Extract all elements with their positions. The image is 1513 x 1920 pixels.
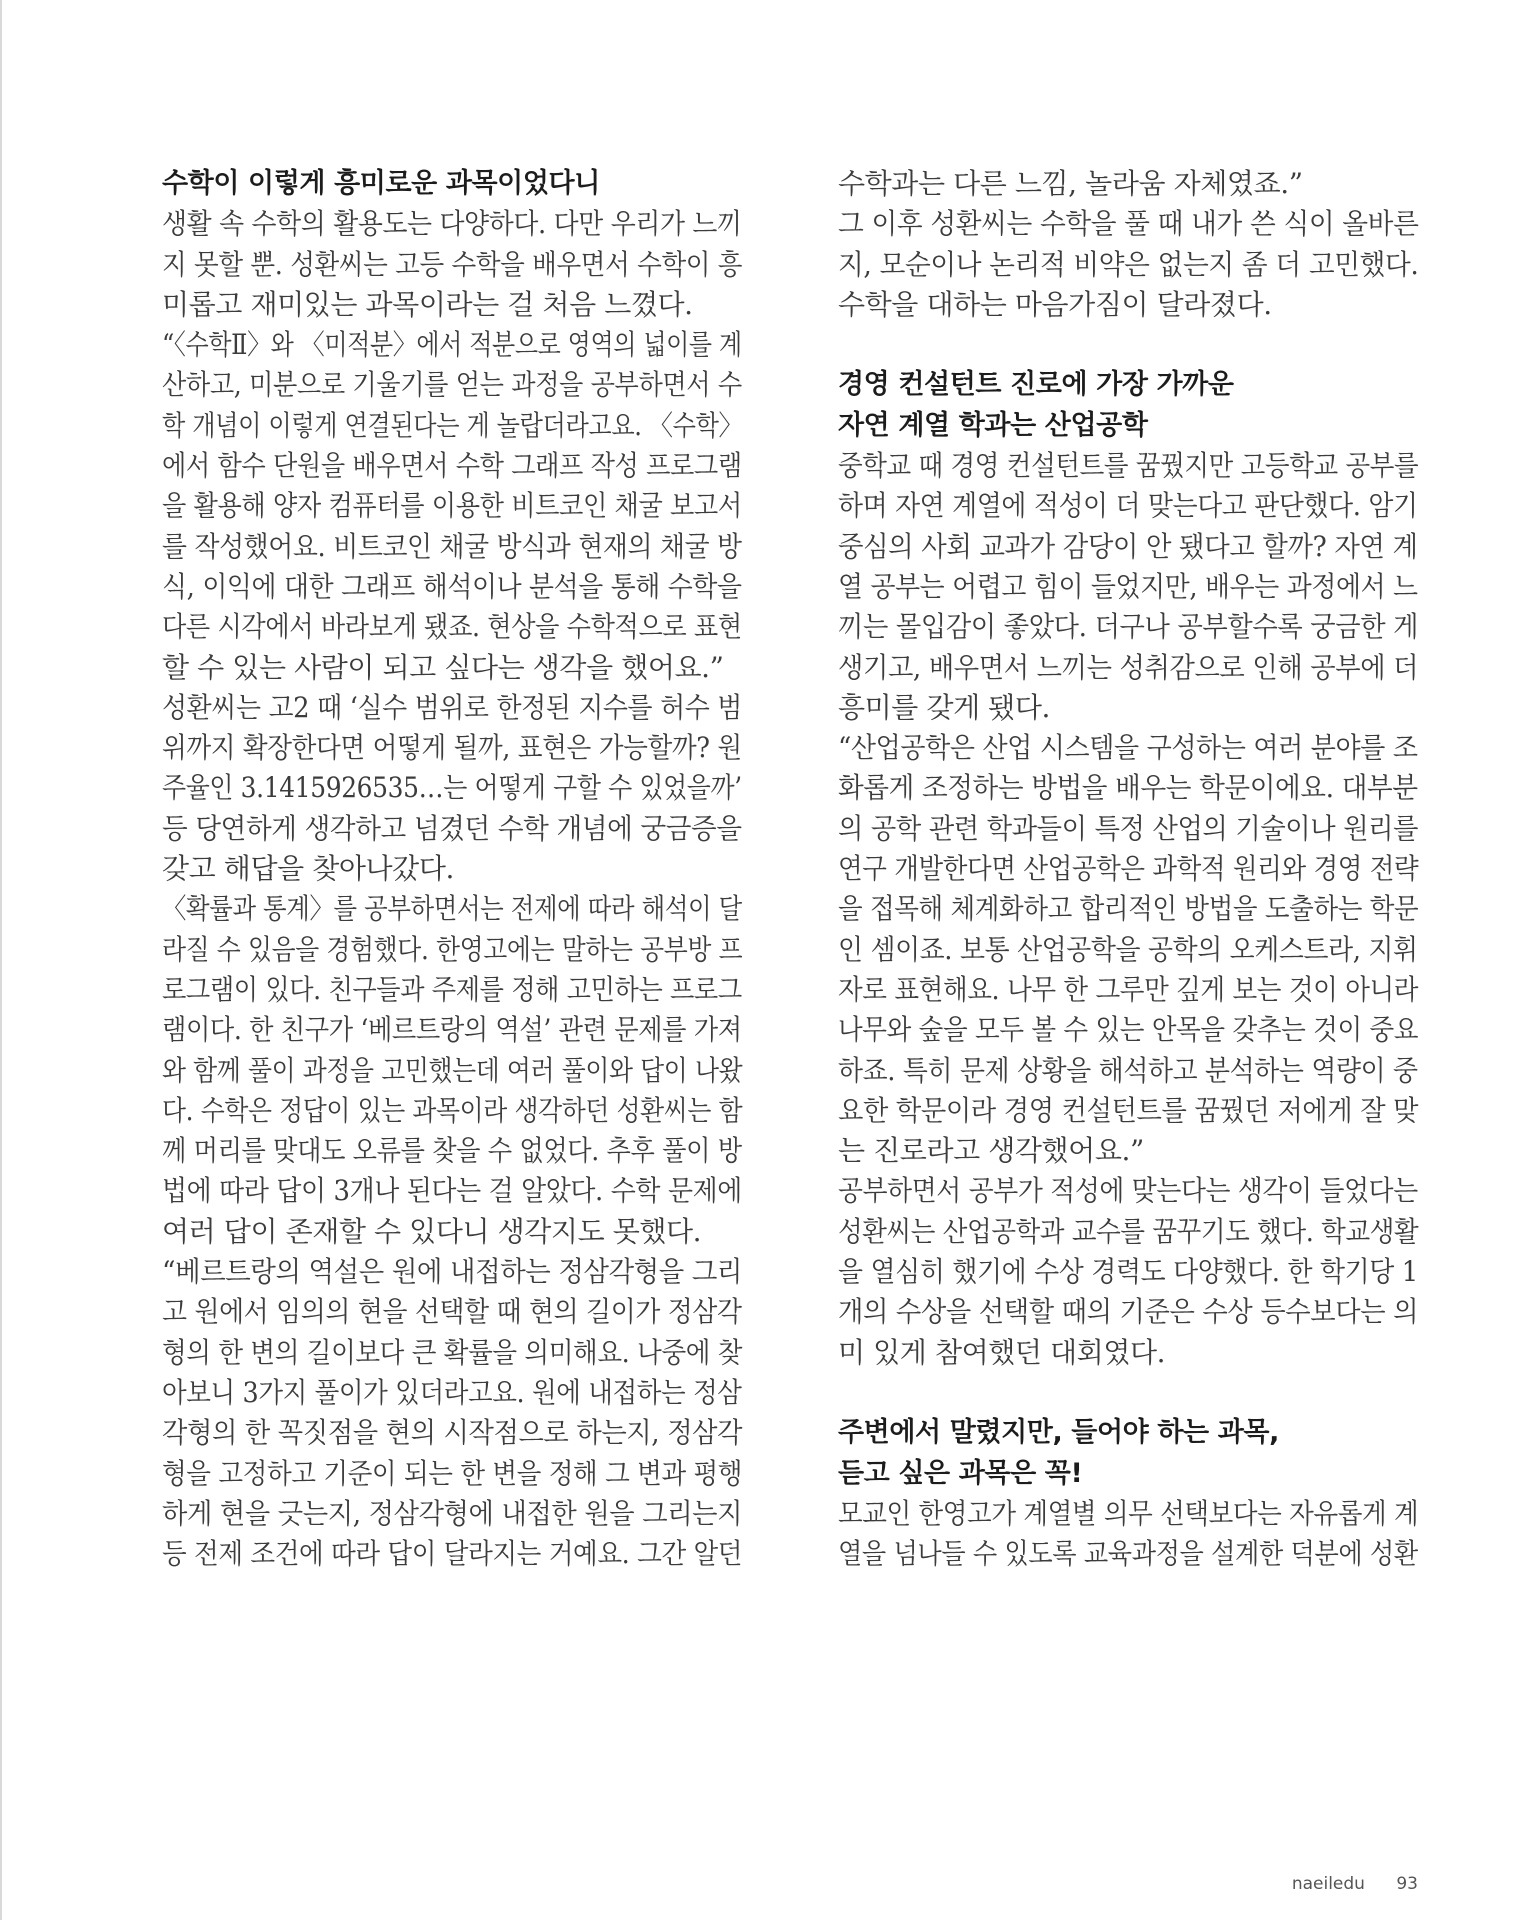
text-line: 성환씨는 산업공학과 교수를 꿈꾸기도 했다. 학교생활 bbox=[838, 1214, 1419, 1248]
text-line: 께 머리를 맞대도 오류를 찾을 수 없었다. 추후 풀이 방 bbox=[162, 1134, 742, 1168]
text-line: 공부하면서 공부가 적성에 맞는다는 생각이 들었다는 bbox=[838, 1174, 1418, 1208]
text-line: 흥미를 갖게 됐다. bbox=[838, 690, 1051, 724]
text-line: 중학교 때 경영 컨설턴트를 꿈꿨지만 고등학교 공부를 bbox=[838, 449, 1419, 483]
text-line: 등 전제 조건에 따라 답이 달라지는 거예요. 그간 알던 bbox=[162, 1537, 743, 1571]
text-line: 다. 수학은 정답이 있는 과목이라 생각하던 성환씨는 함 bbox=[162, 1093, 743, 1127]
section-gap bbox=[838, 325, 1418, 365]
text-line: 화롭게 조정하는 방법을 배우는 학문이에요. 대부분 bbox=[838, 771, 1418, 805]
text-line: 나무와 숲을 모두 볼 수 있는 안목을 갖추는 것이 중요 bbox=[838, 1013, 1419, 1047]
text-line: 산하고, 미분으로 기울기를 얻는 과정을 공부하면서 수 bbox=[162, 368, 742, 402]
text-line: 의 공학 관련 학과들이 특정 산업의 기술이나 원리를 bbox=[838, 811, 1419, 845]
text-line: 미롭고 재미있는 과목이라는 걸 처음 느꼈다. bbox=[162, 287, 693, 321]
page-edge bbox=[0, 0, 2, 1920]
text-line: 아보니 3가지 풀이가 있더라고요. 원에 내접하는 정삼 bbox=[162, 1375, 742, 1409]
text-line: 미 있게 참여했던 대회였다. bbox=[838, 1335, 1166, 1369]
text-line: 지, 모순이나 논리적 비약은 없는지 좀 더 고민했다. bbox=[838, 247, 1419, 281]
left-body-text bbox=[162, 204, 742, 1574]
text-line: 하며 자연 계열에 적성이 더 맞는다고 판단했다. 암기 bbox=[838, 489, 1418, 523]
left-column bbox=[162, 164, 742, 1574]
page-footer bbox=[1292, 1874, 1418, 1894]
section3-body-text bbox=[838, 1494, 1418, 1575]
right-column bbox=[838, 164, 1418, 1574]
text-line: 열 공부는 어렵고 힘이 들었지만, 배우는 과정에서 느 bbox=[838, 569, 1418, 603]
text-line: 생기고, 배우면서 느끼는 성취감으로 인해 공부에 더 bbox=[838, 650, 1419, 684]
text-line: 할 수 있는 사람이 되고 싶다는 생각을 했어요.” bbox=[162, 650, 724, 684]
text-line: 등 당연하게 생각하고 넘겼던 수학 개념에 궁금증을 bbox=[162, 811, 742, 845]
text-line: “베르트랑의 역설은 원에 내접하는 정삼각형을 그리 bbox=[162, 1255, 743, 1289]
text-line: 을 접목해 체계화하고 합리적인 방법을 도출하는 학문 bbox=[838, 892, 1419, 926]
text-line: 성환씨는 고2 때 ‘실수 범위로 한정된 지수를 허수 범 bbox=[162, 690, 742, 724]
section2-body-text bbox=[838, 446, 1418, 1373]
text-line: 그 이후 성환씨는 수학을 풀 때 내가 쓴 식이 올바른 bbox=[838, 207, 1419, 241]
text-line: 갖고 해답을 찾아나갔다. bbox=[162, 852, 454, 886]
text-line: 는 진로라고 생각했어요.” bbox=[838, 1134, 1144, 1168]
text-line: 인 셈이죠. 보통 산업공학을 공학의 오케스트라, 지휘 bbox=[838, 932, 1418, 966]
text-line: “〈수학Ⅱ〉와 〈미적분〉에서 적분으로 영역의 넓이를 계 bbox=[162, 328, 742, 362]
text-line: 자로 표현해요. 나무 한 그루만 깊게 보는 것이 아니라 bbox=[838, 972, 1419, 1006]
text-line: 주율인 3.1415926535…는 어떻게 구할 수 있었을까’ bbox=[162, 771, 742, 805]
text-line: 열을 넘나들 수 있도록 교육과정을 설계한 덕분에 성환 bbox=[838, 1537, 1418, 1571]
text-line: 연구 개발한다면 산업공학은 과학적 원리와 경영 전략 bbox=[838, 852, 1419, 886]
text-line: 학 개념이 이렇게 연결된다는 게 놀랍더라고요. 〈수학〉 bbox=[162, 408, 743, 442]
text-line: 다른 시각에서 바라보게 됐죠. 현상을 수학적으로 표현 bbox=[162, 610, 742, 644]
text-line: 라질 수 있음을 경험했다. 한영고에는 말하는 공부방 프 bbox=[162, 932, 743, 966]
text-line: 램이다. 한 친구가 ‘베르트랑의 역설’ 관련 문제를 가져 bbox=[162, 1013, 742, 1047]
text-line: 형의 한 변의 길이보다 큰 확률을 의미해요. 나중에 찾 bbox=[162, 1335, 743, 1369]
text-line: 여러 답이 존재할 수 있다니 생각지도 못했다. bbox=[162, 1214, 702, 1248]
text-line: 수학과는 다른 느낌, 놀라움 자체였죠.” bbox=[838, 167, 1303, 200]
text-line: 를 작성했어요. 비트코인 채굴 방식과 현재의 채굴 방 bbox=[162, 529, 742, 563]
text-line: 을 활용해 양자 컴퓨터를 이용한 비트코인 채굴 보고서 bbox=[162, 489, 742, 523]
section-heading-line2: 자연 계열 학과는 산업공학 bbox=[838, 409, 1148, 441]
text-line: 요한 학문이라 경영 컨설턴트를 꿈꿨던 저에게 잘 맞 bbox=[838, 1093, 1419, 1127]
text-line: 하게 현을 긋는지, 정삼각형에 내접한 원을 그리는지 bbox=[162, 1496, 743, 1530]
text-line: 고 원에서 임의의 현을 선택할 때 현의 길이가 정삼각 bbox=[162, 1295, 742, 1329]
text-line: 개의 수상을 선택할 때의 기준은 수상 등수보다는 의 bbox=[838, 1295, 1419, 1329]
section-heading-line1: 주변에서 말렸지만, 들어야 하는 과목, bbox=[838, 1417, 1279, 1449]
text-line: 식, 이익에 대한 그래프 해석이나 분석을 통해 수학을 bbox=[162, 569, 742, 603]
section-heading-line2: 듣고 싶은 과목은 꼭! bbox=[838, 1457, 1083, 1489]
text-line: “산업공학은 산업 시스템을 구성하는 여러 분야를 조 bbox=[838, 731, 1418, 765]
text-line: 끼는 몰입감이 좋았다. 더구나 공부할수록 궁금한 게 bbox=[838, 610, 1419, 644]
section-gap bbox=[838, 1373, 1418, 1413]
right-intro-text bbox=[838, 164, 1418, 325]
text-line: 지 못할 뿐. 성환씨는 고등 수학을 배우면서 수학이 흥 bbox=[162, 247, 743, 281]
text-line: 와 함께 풀이 과정을 고민했는데 여러 풀이와 답이 나왔 bbox=[162, 1053, 743, 1087]
text-line: 각형의 한 꼭짓점을 현의 시작점으로 하는지, 정삼각 bbox=[162, 1416, 743, 1450]
section-heading-line1: 경영 컨설턴트 진로에 가장 가까운 bbox=[838, 369, 1234, 401]
text-line: 을 열심히 했기에 수상 경력도 다양했다. 한 학기당 1 bbox=[838, 1255, 1418, 1289]
text-line: 수학을 대하는 마음가짐이 달라졌다. bbox=[838, 287, 1272, 321]
section-heading: 수학이 이렇게 흥미로운 과목이었다니 bbox=[162, 168, 600, 199]
publication-name: naeiledu bbox=[1291, 1874, 1365, 1894]
text-line: 위까지 확장한다면 어떻게 될까, 표현은 가능할까? 원 bbox=[162, 731, 742, 765]
text-line: 법에 따라 답이 3개나 된다는 걸 알았다. 수학 문제에 bbox=[162, 1174, 742, 1208]
text-line: 생활 속 수학의 활용도는 다양하다. 다만 우리가 느끼 bbox=[162, 207, 742, 241]
text-line: 〈확률과 통계〉를 공부하면서는 전제에 따라 해석이 달 bbox=[162, 892, 742, 926]
text-line: 로그램이 있다. 친구들과 주제를 정해 고민하는 프로그 bbox=[162, 972, 742, 1006]
text-line: 하죠. 특히 문제 상황을 해석하고 분석하는 역량이 중 bbox=[838, 1053, 1418, 1087]
page-number: 93 bbox=[1396, 1874, 1418, 1894]
text-line: 모교인 한영고가 계열별 의무 선택보다는 자유롭게 계 bbox=[838, 1496, 1419, 1530]
text-line: 에서 함수 단원을 배우면서 수학 그래프 작성 프로그램 bbox=[162, 449, 742, 483]
text-line: 중심의 사회 교과가 감당이 안 됐다고 할까? 자연 계 bbox=[838, 529, 1418, 563]
text-line: 형을 고정하고 기준이 되는 한 변을 정해 그 변과 평행 bbox=[162, 1456, 743, 1490]
